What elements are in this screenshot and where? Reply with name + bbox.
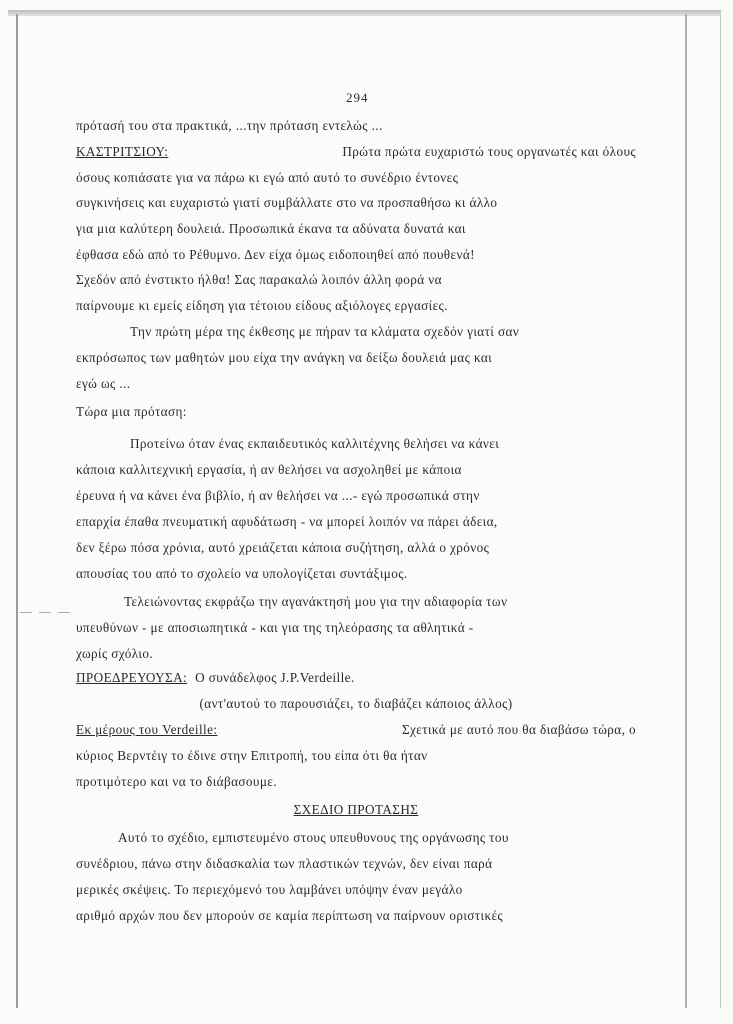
section-heading: ΣΧΕΔΙΟ ΠΡΟΤΑΣΗΣ	[293, 802, 419, 817]
text-line: δεν ξέρω πόσα χρόνια, αυτό χρειάζεται κάποια συζήτηση, αλλά ο χρόνος	[76, 540, 490, 555]
text-line: προτιμότερο και να το διάβασουμε.	[76, 774, 277, 789]
text-line: απουσίας του από το σχολείο να υπολογίζεται συντάξιμος.	[76, 566, 408, 581]
text-line: παίρνουμε κι εμείς είδηση για τέτοιου είδους αξιόλογες εργασίες.	[76, 298, 448, 313]
text-line: για μια καλύτερη δουλειά. Προσωπικά έκανα τα αδύνατα δυνατά και	[76, 221, 466, 236]
text-line: χωρίς σχόλιο.	[76, 646, 154, 661]
text-line: έφθασα εδώ από το Ρέθυμνο. Δεν είχα όμως ειδοποιηθεί από πουθενά!	[76, 247, 475, 262]
page-number: 294	[346, 90, 369, 105]
text-line: μερικές σκέψεις. Το περιεχόμενό του λαμβάνει υπόψην έναν μεγάλο	[76, 882, 463, 897]
text-line: Αυτό το σχέδιο, εμπιστευμένο στους υπευθυνους της οργάνωσης του	[118, 830, 509, 845]
page-right-edge	[685, 14, 687, 1008]
text-line: κάποια καλλιτεχνική εργασία, ή αν θελήσει να ασχοληθεί με κάποια	[76, 462, 462, 477]
speaker-name: ΚΑΣΤΡΙΤΣΙΟΥ:	[76, 144, 169, 159]
speaker-line: ΠΡΟΕΔΡΕΥΟΥΣΑ: Ο συνάδελφος J.P.Verdeille.	[76, 670, 355, 685]
text-line: συγκινήσεις και ευχαριστώ γιατί συμβάλλατε στο να προσπαθήσω κι άλλο	[76, 195, 498, 210]
text-line: όσους κοπιάσατε για να πάρω κι εγώ από αυτό το συνέδριο έντονες	[76, 170, 459, 185]
text-line: Τελειώνοντας εκφράζω την αγανάκτησή μου για την αδιαφορία των	[124, 594, 508, 609]
page-left-edge	[16, 14, 18, 1008]
text-line: επαρχία έπαθα πνευματική αφυδάτωση - να μπορεί λοιπόν να πάρει άδεια,	[76, 514, 498, 529]
text-line: υπευθύνων - με αποσιωπητικά - και για της τηλεόρασης τα αθλητικά -	[76, 620, 474, 635]
text-line: Προτείνω όταν ένας εκπαιδευτικός καλλιτέχνης θελήσει να κάνει	[130, 436, 500, 451]
text-line: Την πρώτη μέρα της έκθεσης με πήραν τα κλάματα σχεδόν γιατί σαν	[130, 324, 520, 339]
margin-mark: — — —	[20, 604, 72, 618]
text-line: έρευνα ή να κάνει ένα βιβλίο, ή αν θελήσει να ...- εγώ προσωπικά στην	[76, 488, 480, 503]
text-line: πρότασή του στα πρακτικά, ...την πρόταση εντελώς ...	[76, 118, 383, 133]
text-line: Σχεδόν από ένστικτο ήλθα! Σας παρακαλώ λοιπόν άλλη φορά να	[76, 272, 442, 287]
speaker-line: ΚΑΣΤΡΙΤΣΙΟΥ: Πρώτα πρώτα ευχαριστώ τους οργανωτές και όλους	[76, 144, 636, 159]
text-line: Τώρα μια πρόταση:	[76, 404, 187, 419]
speaker-name: ΠΡΟΕΔΡΕΥΟΥΣΑ:	[76, 670, 188, 685]
text-line: συνέδριου, πάνω στην διδασκαλία των πλαστικών τεχνών, δεν είναι παρά	[76, 856, 493, 871]
speaker-name: Εκ μέρους του Verdeille:	[76, 722, 218, 737]
page-outer-edge	[720, 14, 721, 1008]
speaker-line: Εκ μέρους του Verdeille: Σχετικά με αυτό που θα διαβάσω τώρα, ο	[76, 722, 636, 737]
text-line: εκπρόσωπος των μαθητών μου είχα την ανάγκη να δείξω δουλειά μας και	[76, 350, 493, 365]
text-line: κύριος Βερντέιγ το έδινε στην Επιτροπή, του είπα ότι θα ήταν	[76, 748, 428, 763]
text-line: αριθμό αρχών που δεν μπορούν σε καμία περίπτωση να παίρνουν οριστικές	[76, 908, 504, 923]
text-line: (αντ'αυτού το παρουσιάζει, το διαβάζει κάποιος άλλος)	[199, 696, 513, 711]
page-top-edge	[8, 10, 721, 16]
text-line: εγώ ως ...	[76, 376, 131, 391]
